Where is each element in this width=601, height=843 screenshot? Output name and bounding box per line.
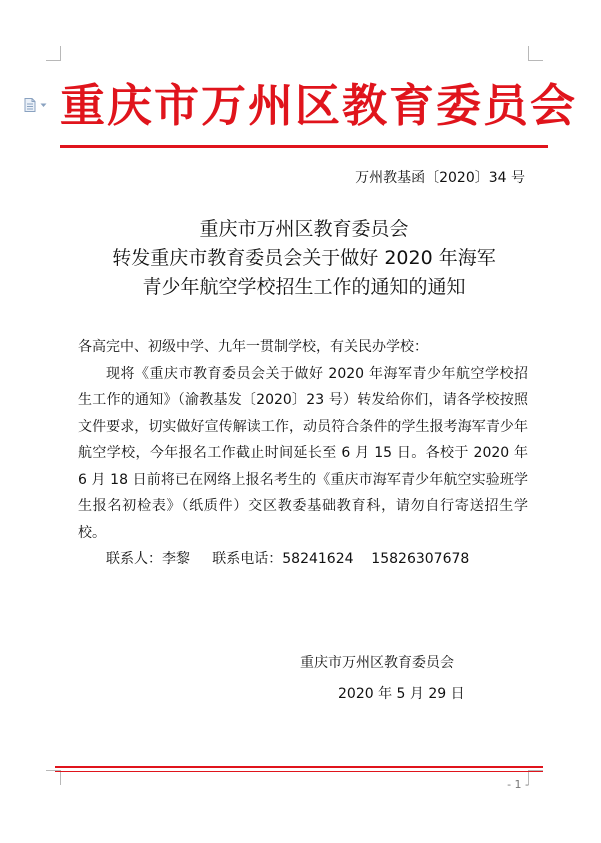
margin-corner-bottom-right xyxy=(528,770,543,785)
footer-red-rule-thick xyxy=(55,766,543,768)
body-paragraph: 现将《重庆市教育委员会关于做好 2020 年海军青少年航空学校招生工作的通知》（渝教基发〔2020〕23 号）转发给你们，请各学校按照文件要求，切实做好宣传解读工作，动员符合条件的学生报考海军青少年航空学校，今年报名工作截止时间延长至 6 月 15 日。各校于 2020 年 6 月 18 日前将已在网络上报名考生的《重庆市海军青少年航空实验班学生报名初检表》（纸质件）交区教委基础教育科，请勿自行寄送招生学校。 xyxy=(78,365,528,541)
margin-corner-bottom-left xyxy=(46,770,61,785)
document-body xyxy=(78,334,528,573)
title-line-2: 转发重庆市教育委员会关于做好 2020 年海军 xyxy=(112,247,496,269)
signature-block xyxy=(300,648,500,710)
footer-red-rule-thin xyxy=(55,771,543,772)
chevron-down-icon xyxy=(40,103,47,108)
salutation: 各高完中、初级中学、九年一贯制学校，有关民办学校： xyxy=(78,339,428,355)
document-icon xyxy=(24,98,36,112)
title-line-3: 青少年航空学校招生工作的通知的通知 xyxy=(142,276,466,298)
signature-date: 2020 年 5 月 29 日 xyxy=(338,686,465,702)
document-title xyxy=(60,215,548,302)
document-number: 万州教基函〔2020〕34 号 xyxy=(355,170,525,186)
margin-corner-top-left xyxy=(46,46,61,61)
title-line-1: 重庆市万州区教育委员会 xyxy=(199,218,409,240)
contact-line: 联系人：李黎 联系电话：58241624 15826307678 xyxy=(106,551,470,567)
margin-corner-top-right xyxy=(528,46,543,61)
page-number: - 1 - xyxy=(507,778,529,791)
paragraph-options-button[interactable] xyxy=(24,98,50,112)
letterhead-title: 重庆市万州区教育委员会 xyxy=(60,79,578,132)
signature-organization: 重庆市万州区教育委员会 xyxy=(300,655,454,671)
letterhead-red-rule xyxy=(60,145,548,148)
